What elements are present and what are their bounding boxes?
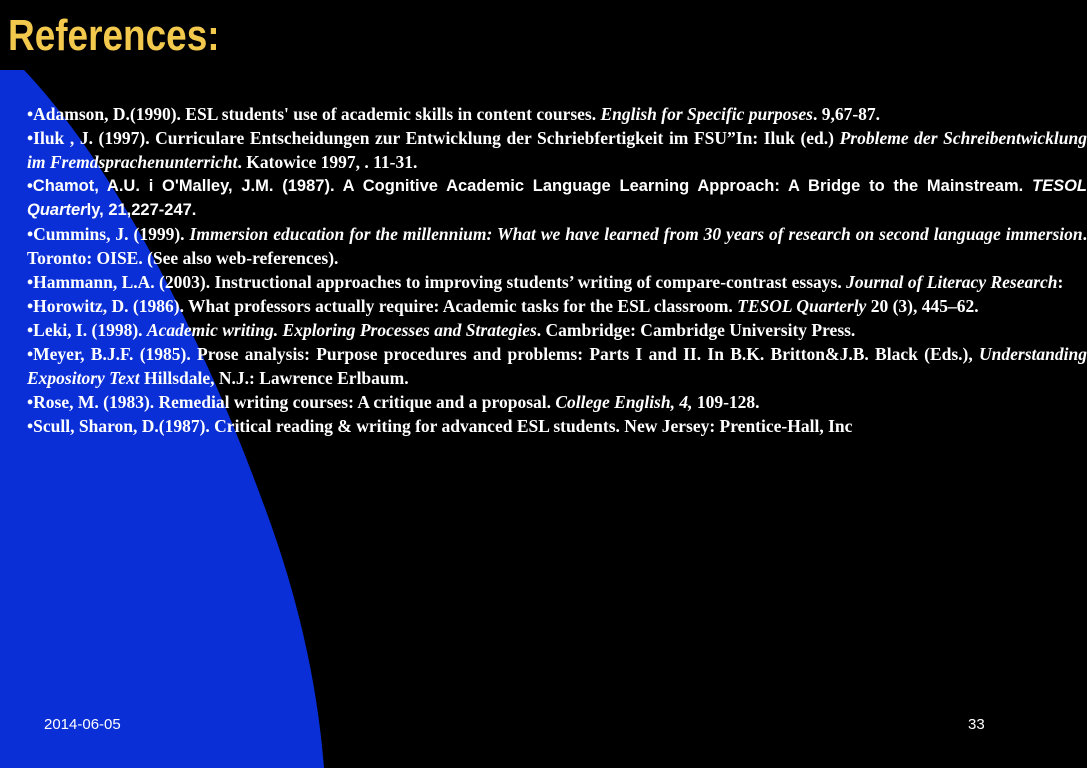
reference-item	[27, 390, 1087, 414]
bullet-icon: •	[27, 392, 34, 412]
reference-source: English for Specific purposes	[600, 104, 813, 124]
reference-text: Horowitz, D. (1986). What professors actually require: Academic tasks for the ESL classroom.	[33, 296, 738, 316]
bullet-icon: •	[27, 104, 34, 124]
reference-item	[27, 318, 1087, 342]
reference-details: . 9,67-87.	[812, 104, 881, 124]
reference-source: Academic writing. Exploring Processes and Strategies	[146, 320, 537, 340]
reference-text: Rose, M. (1983). Remedial writing courses: A critique and a proposal.	[33, 392, 556, 412]
reference-text: Iluk , J. (1997). Curriculare Entscheidungen zur Entwicklung der Schriebfertigkeit im FSU”In: Iluk (ed.)	[33, 128, 840, 148]
reference-item	[27, 342, 1087, 390]
reference-item	[27, 174, 1087, 222]
reference-source: TESOL Quarter	[27, 177, 1087, 219]
reference-text: Hammann, L.A. (2003). Instructional approaches to improving students’ writing of compare-contrast essays.	[33, 272, 847, 292]
bullet-icon: •	[27, 224, 34, 244]
reference-text: Scull, Sharon, D.(1987). Critical reading & writing for advanced ESL students. New Jersey: Prentice-Hall, Inc	[33, 416, 853, 436]
reference-source: Journal of Literacy Research	[846, 272, 1058, 292]
reference-item	[27, 222, 1087, 270]
reference-item	[27, 126, 1087, 174]
reference-details: . Katowice 1997, . 11-31.	[237, 152, 418, 172]
reference-item	[27, 414, 1087, 438]
reference-text: Meyer, B.J.F. (1985). Prose analysis: Purpose procedures and problems: Parts I and II. In B.K. Britton&J.B. Black (Eds.),	[33, 344, 980, 364]
reference-text: Cummins, J. (1999).	[33, 224, 190, 244]
reference-text: Chamot, A.U. i O'Malley, J.M. (1987). A Cognitive Academic Language Learning Approach: A Bridge to the Mainstream.	[32, 177, 1032, 195]
bullet-icon: •	[27, 416, 34, 436]
bullet-icon: •	[27, 177, 33, 195]
reference-details: . Toronto: OISE. (See also web-references).	[27, 224, 1087, 268]
reference-list	[27, 102, 1087, 438]
reference-details: . Cambridge: Cambridge University Press.	[536, 320, 856, 340]
bullet-icon: •	[27, 128, 34, 148]
reference-details: :	[1057, 272, 1064, 292]
reference-text: Leki, I. (1998).	[33, 320, 147, 340]
reference-source: Understanding Expository Text	[27, 344, 1087, 388]
reference-item	[27, 270, 1087, 294]
reference-details: Hillsdale, N.J.: Lawrence Erlbaum.	[139, 368, 409, 388]
reference-details: 20 (3), 445–62.	[866, 296, 979, 316]
reference-item	[27, 294, 1087, 318]
footer-date: 2014-06-05	[44, 716, 121, 733]
reference-source: Probleme der Schreibentwicklung im Fremdsprachenunterricht	[27, 128, 1087, 172]
page-number: 33	[968, 716, 985, 733]
bullet-icon: •	[27, 296, 34, 316]
reference-source: Immersion education for the millennium: What we have learned from 30 years of research on second language immersion	[189, 224, 1083, 244]
reference-source: TESOL Quarterly	[737, 296, 867, 316]
reference-details: ly, 21,227-247.	[86, 201, 197, 219]
reference-details: 109-128.	[692, 392, 760, 412]
reference-text: Adamson, D.(1990). ESL students' use of academic skills in content courses.	[33, 104, 601, 124]
bullet-icon: •	[27, 272, 34, 292]
bullet-icon: •	[27, 344, 34, 364]
reference-item	[27, 102, 1087, 126]
reference-source: College English, 4,	[555, 392, 693, 412]
bullet-icon: •	[27, 320, 34, 340]
slide-title: References:	[8, 11, 220, 60]
